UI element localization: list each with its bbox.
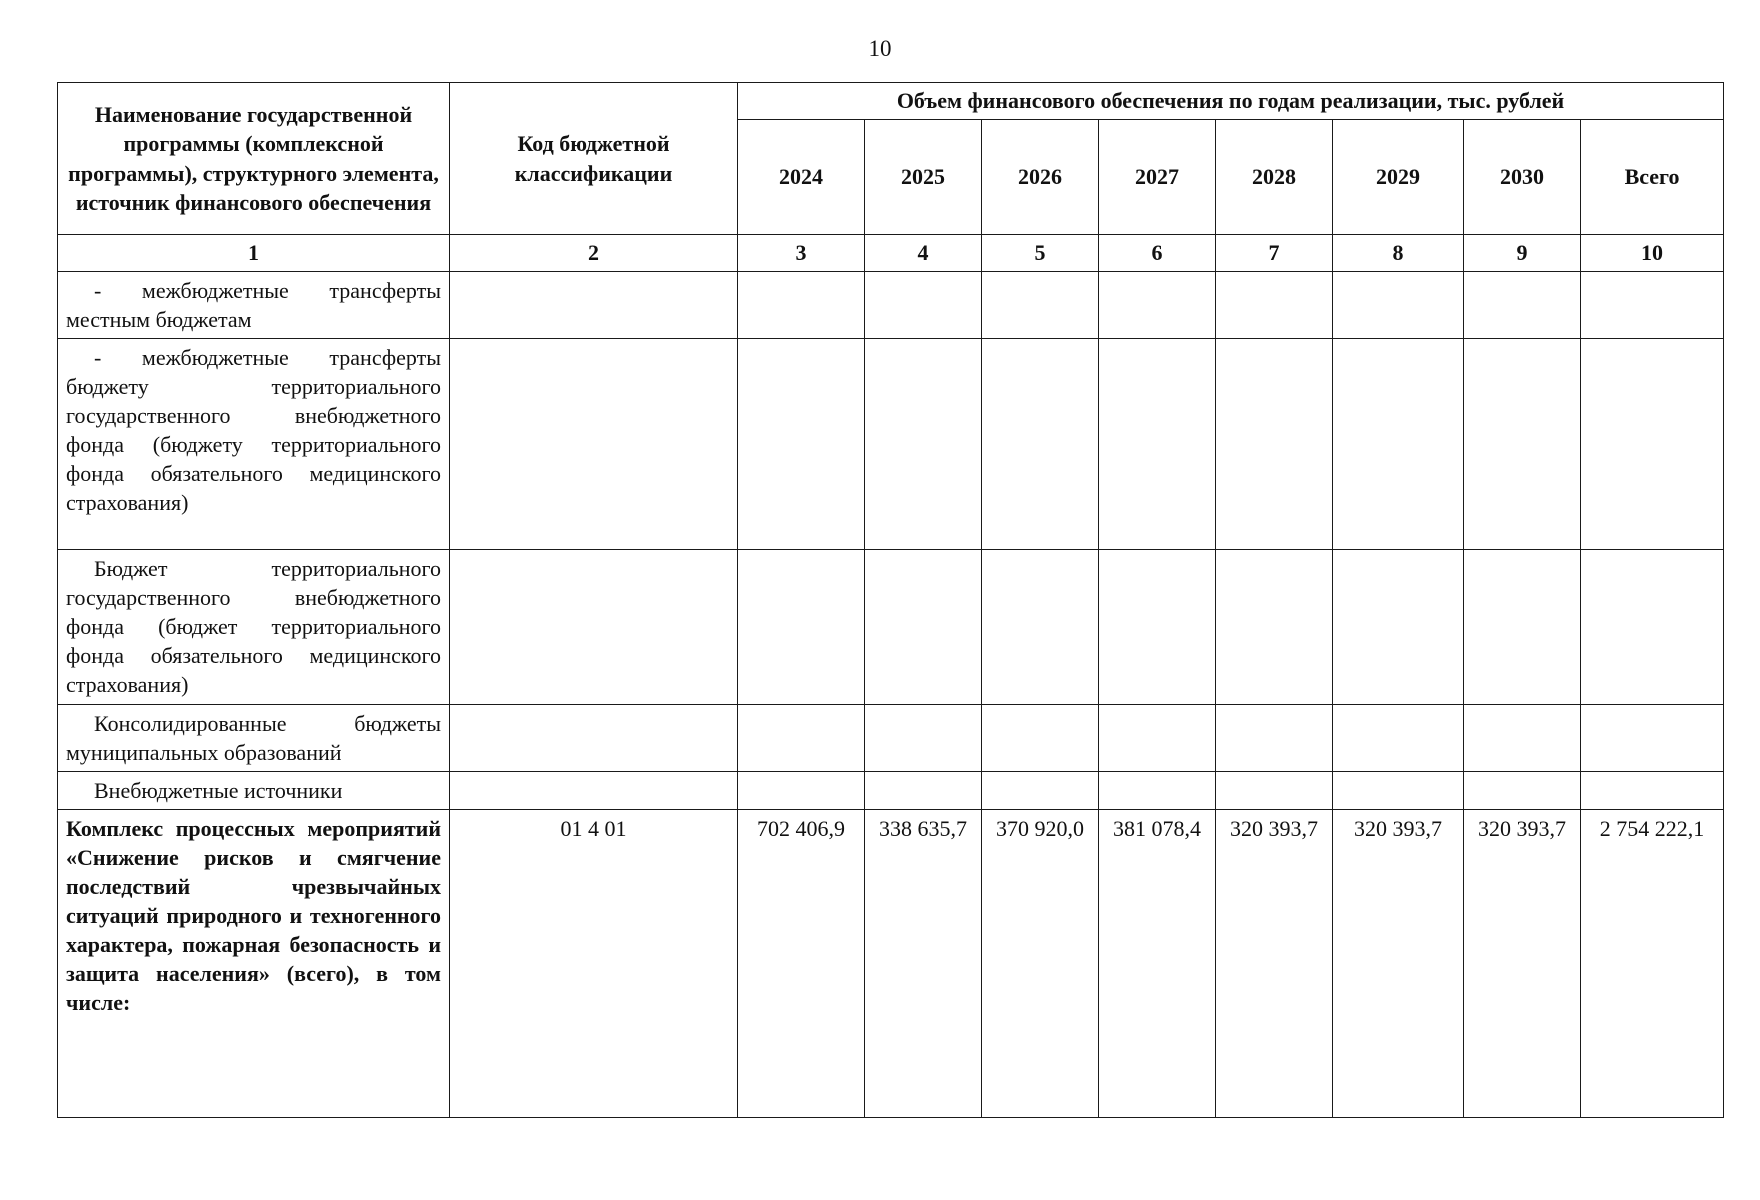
header-year: 2028 xyxy=(1216,120,1333,235)
row-value xyxy=(1216,550,1333,705)
row-value xyxy=(1099,550,1216,705)
table-row xyxy=(58,339,1724,550)
column-number: 10 xyxy=(1581,235,1724,272)
column-number: 2 xyxy=(450,235,738,272)
row-value xyxy=(1464,705,1581,772)
row-name: Комплекс процессных мероприятий «Снижение рисков и смягчение последствий чрезвычайных ситуаций природного и техногенного характера, пожарная безопасность и защита населения» (всего), в том числе: xyxy=(58,810,450,1118)
header-year: 2027 xyxy=(1099,120,1216,235)
row-value xyxy=(738,550,865,705)
row-value: 320 393,7 xyxy=(1333,810,1464,1118)
row-value xyxy=(1333,772,1464,810)
row-code xyxy=(450,550,738,705)
header-name-column: Наименование государственной программы (комплексной программы), структурного элемента, источник финансового обеспечения xyxy=(58,83,450,235)
row-value xyxy=(1581,272,1724,339)
table-row xyxy=(58,705,1724,772)
row-value xyxy=(982,339,1099,550)
row-value: 702 406,9 xyxy=(738,810,865,1118)
row-name: Бюджет территориального государственного внебюджетного фонда (бюджет территориального фонда обязательного медицинского страхования) xyxy=(58,550,450,705)
column-number: 3 xyxy=(738,235,865,272)
row-value xyxy=(1099,772,1216,810)
row-name: Внебюджетные источники xyxy=(58,772,450,810)
row-code: 01 4 01 xyxy=(450,810,738,1118)
row-value: 338 635,7 xyxy=(865,810,982,1118)
row-value xyxy=(1581,339,1724,550)
column-number: 5 xyxy=(982,235,1099,272)
row-value xyxy=(738,772,865,810)
row-value xyxy=(1333,705,1464,772)
row-value xyxy=(1099,339,1216,550)
row-value: 2 754 222,1 xyxy=(1581,810,1724,1118)
header-year: 2029 xyxy=(1333,120,1464,235)
header-year: 2025 xyxy=(865,120,982,235)
column-number: 1 xyxy=(58,235,450,272)
header-year: 2026 xyxy=(982,120,1099,235)
row-value xyxy=(738,339,865,550)
row-code xyxy=(450,772,738,810)
header-volume-group: Объем финансового обеспечения по годам реализации, тыс. рублей xyxy=(738,83,1724,120)
page-number: 10 xyxy=(868,36,892,61)
row-name: - межбюджетные трансферты бюджету территориального государственного внебюджетного фонда (бюджету территориального фонда обязательного медицинского страхования) xyxy=(58,339,450,550)
row-value xyxy=(1464,772,1581,810)
row-value xyxy=(1333,272,1464,339)
row-value xyxy=(1581,550,1724,705)
row-code xyxy=(450,339,738,550)
column-number: 4 xyxy=(865,235,982,272)
row-value xyxy=(1581,705,1724,772)
column-number: 9 xyxy=(1464,235,1581,272)
table-row xyxy=(58,272,1724,339)
row-value xyxy=(1464,550,1581,705)
row-value xyxy=(982,272,1099,339)
budget-table xyxy=(57,82,1724,1118)
row-value xyxy=(1216,272,1333,339)
row-value xyxy=(1216,705,1333,772)
row-name: Консолидированные бюджеты муниципальных образований xyxy=(58,705,450,772)
table-row xyxy=(58,810,1724,1118)
column-number: 6 xyxy=(1099,235,1216,272)
row-value xyxy=(982,705,1099,772)
header-code-column: Код бюджетной классификации xyxy=(450,83,738,235)
row-value xyxy=(1333,550,1464,705)
row-value xyxy=(865,339,982,550)
row-value xyxy=(865,550,982,705)
row-value xyxy=(738,272,865,339)
column-number-row xyxy=(58,235,1724,272)
column-number: 8 xyxy=(1333,235,1464,272)
row-value xyxy=(865,705,982,772)
row-value xyxy=(982,772,1099,810)
row-value xyxy=(982,550,1099,705)
row-value: 381 078,4 xyxy=(1099,810,1216,1118)
table-row xyxy=(58,550,1724,705)
row-value xyxy=(1464,272,1581,339)
row-value xyxy=(865,272,982,339)
row-name: - межбюджетные трансферты местным бюджетам xyxy=(58,272,450,339)
row-value xyxy=(1464,339,1581,550)
column-number: 7 xyxy=(1216,235,1333,272)
row-value xyxy=(1099,705,1216,772)
header-total: Всего xyxy=(1581,120,1724,235)
row-value xyxy=(1099,272,1216,339)
table-row xyxy=(58,772,1724,810)
row-value xyxy=(1216,339,1333,550)
row-value xyxy=(865,772,982,810)
row-code xyxy=(450,272,738,339)
header-year: 2024 xyxy=(738,120,865,235)
row-value: 320 393,7 xyxy=(1216,810,1333,1118)
row-value xyxy=(1333,339,1464,550)
row-value xyxy=(1216,772,1333,810)
header-year: 2030 xyxy=(1464,120,1581,235)
row-value: 370 920,0 xyxy=(982,810,1099,1118)
row-value: 320 393,7 xyxy=(1464,810,1581,1118)
row-value xyxy=(738,705,865,772)
row-value xyxy=(1581,772,1724,810)
row-code xyxy=(450,705,738,772)
